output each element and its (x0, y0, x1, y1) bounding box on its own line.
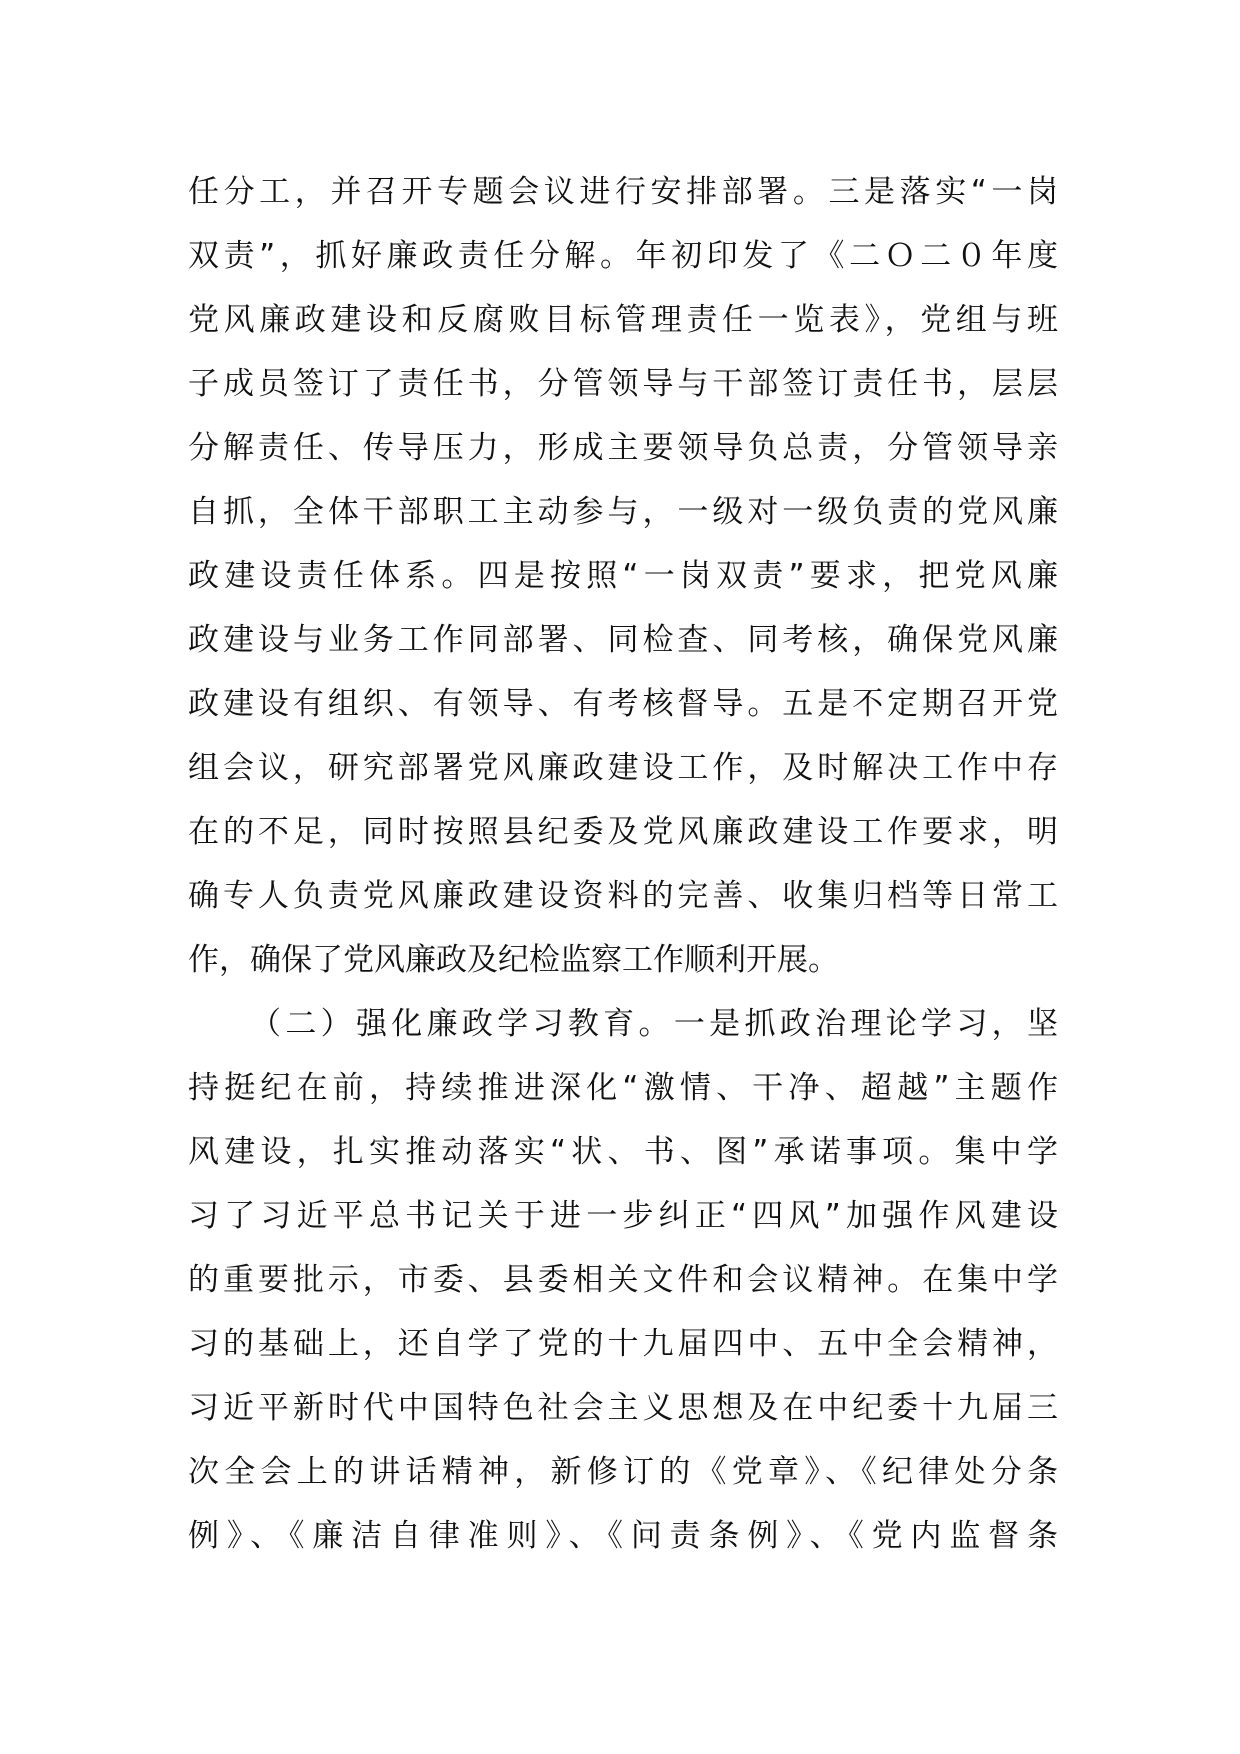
text-line: 习的基础上，还自学了党的十九届四中、五中全会精神， (188, 1326, 1058, 1362)
text-line: 组会议，研究部署党风廉政建设工作，及时解决工作中存 (188, 750, 1058, 786)
text-line: 习了习近平总书记关于进一步纠正“四风”加强作风建设 (188, 1198, 1058, 1234)
text-line: 双责”，抓好廉政责任分解。年初印发了《二Ｏ二０年度 (188, 238, 1058, 274)
text-line: 例》、《廉洁自律准则》、《问责条例》、《党内监督条 (188, 1518, 1058, 1554)
text-line: 分解责任、传导压力，形成主要领导负总责，分管领导亲 (188, 430, 1058, 466)
paragraph-2 (188, 992, 1058, 1568)
text-line: 政建设责任体系。四是按照“一岗双责”要求，把党风廉 (188, 558, 1058, 594)
text-line: 任分工，并召开专题会议进行安排部署。三是落实“一岗 (188, 174, 1058, 210)
text-line: 政建设与业务工作同部署、同检查、同考核，确保党风廉 (188, 622, 1058, 658)
text-line: 的重要批示，市委、县委相关文件和会议精神。在集中学 (188, 1262, 1058, 1298)
text-line: 习近平新时代中国特色社会主义思想及在中纪委十九届三 (188, 1390, 1058, 1426)
text-line: 子成员签订了责任书，分管领导与干部签订责任书，层层 (188, 366, 1058, 402)
text-line: 确专人负责党风廉政建设资料的完善、收集归档等日常工 (188, 878, 1058, 914)
paragraph-1 (188, 160, 1058, 992)
text-line: 党风廉政建设和反腐败目标管理责任一览表》，党组与班 (188, 302, 1058, 338)
text-line: 持挺纪在前，持续推进深化“激情、干净、超越”主题作 (188, 1070, 1058, 1106)
document-body (188, 160, 1058, 1568)
text-line: 作，确保了党风廉政及纪检监察工作顺利开展。 (188, 942, 839, 978)
text-line: 政建设有组织、有领导、有考核督导。五是不定期召开党 (188, 686, 1058, 722)
text-line: 风建设，扎实推动落实“状、书、图”承诺事项。集中学 (188, 1134, 1058, 1170)
text-line: 自抓，全体干部职工主动参与，一级对一级负责的党风廉 (188, 494, 1058, 530)
section-heading-line: （二）强化廉政学习教育。一是抓政治理论学习，坚 (250, 1006, 1058, 1042)
text-line: 在的不足，同时按照县纪委及党风廉政建设工作要求，明 (188, 814, 1058, 850)
text-line: 次全会上的讲话精神，新修订的《党章》、《纪律处分条 (188, 1454, 1058, 1490)
